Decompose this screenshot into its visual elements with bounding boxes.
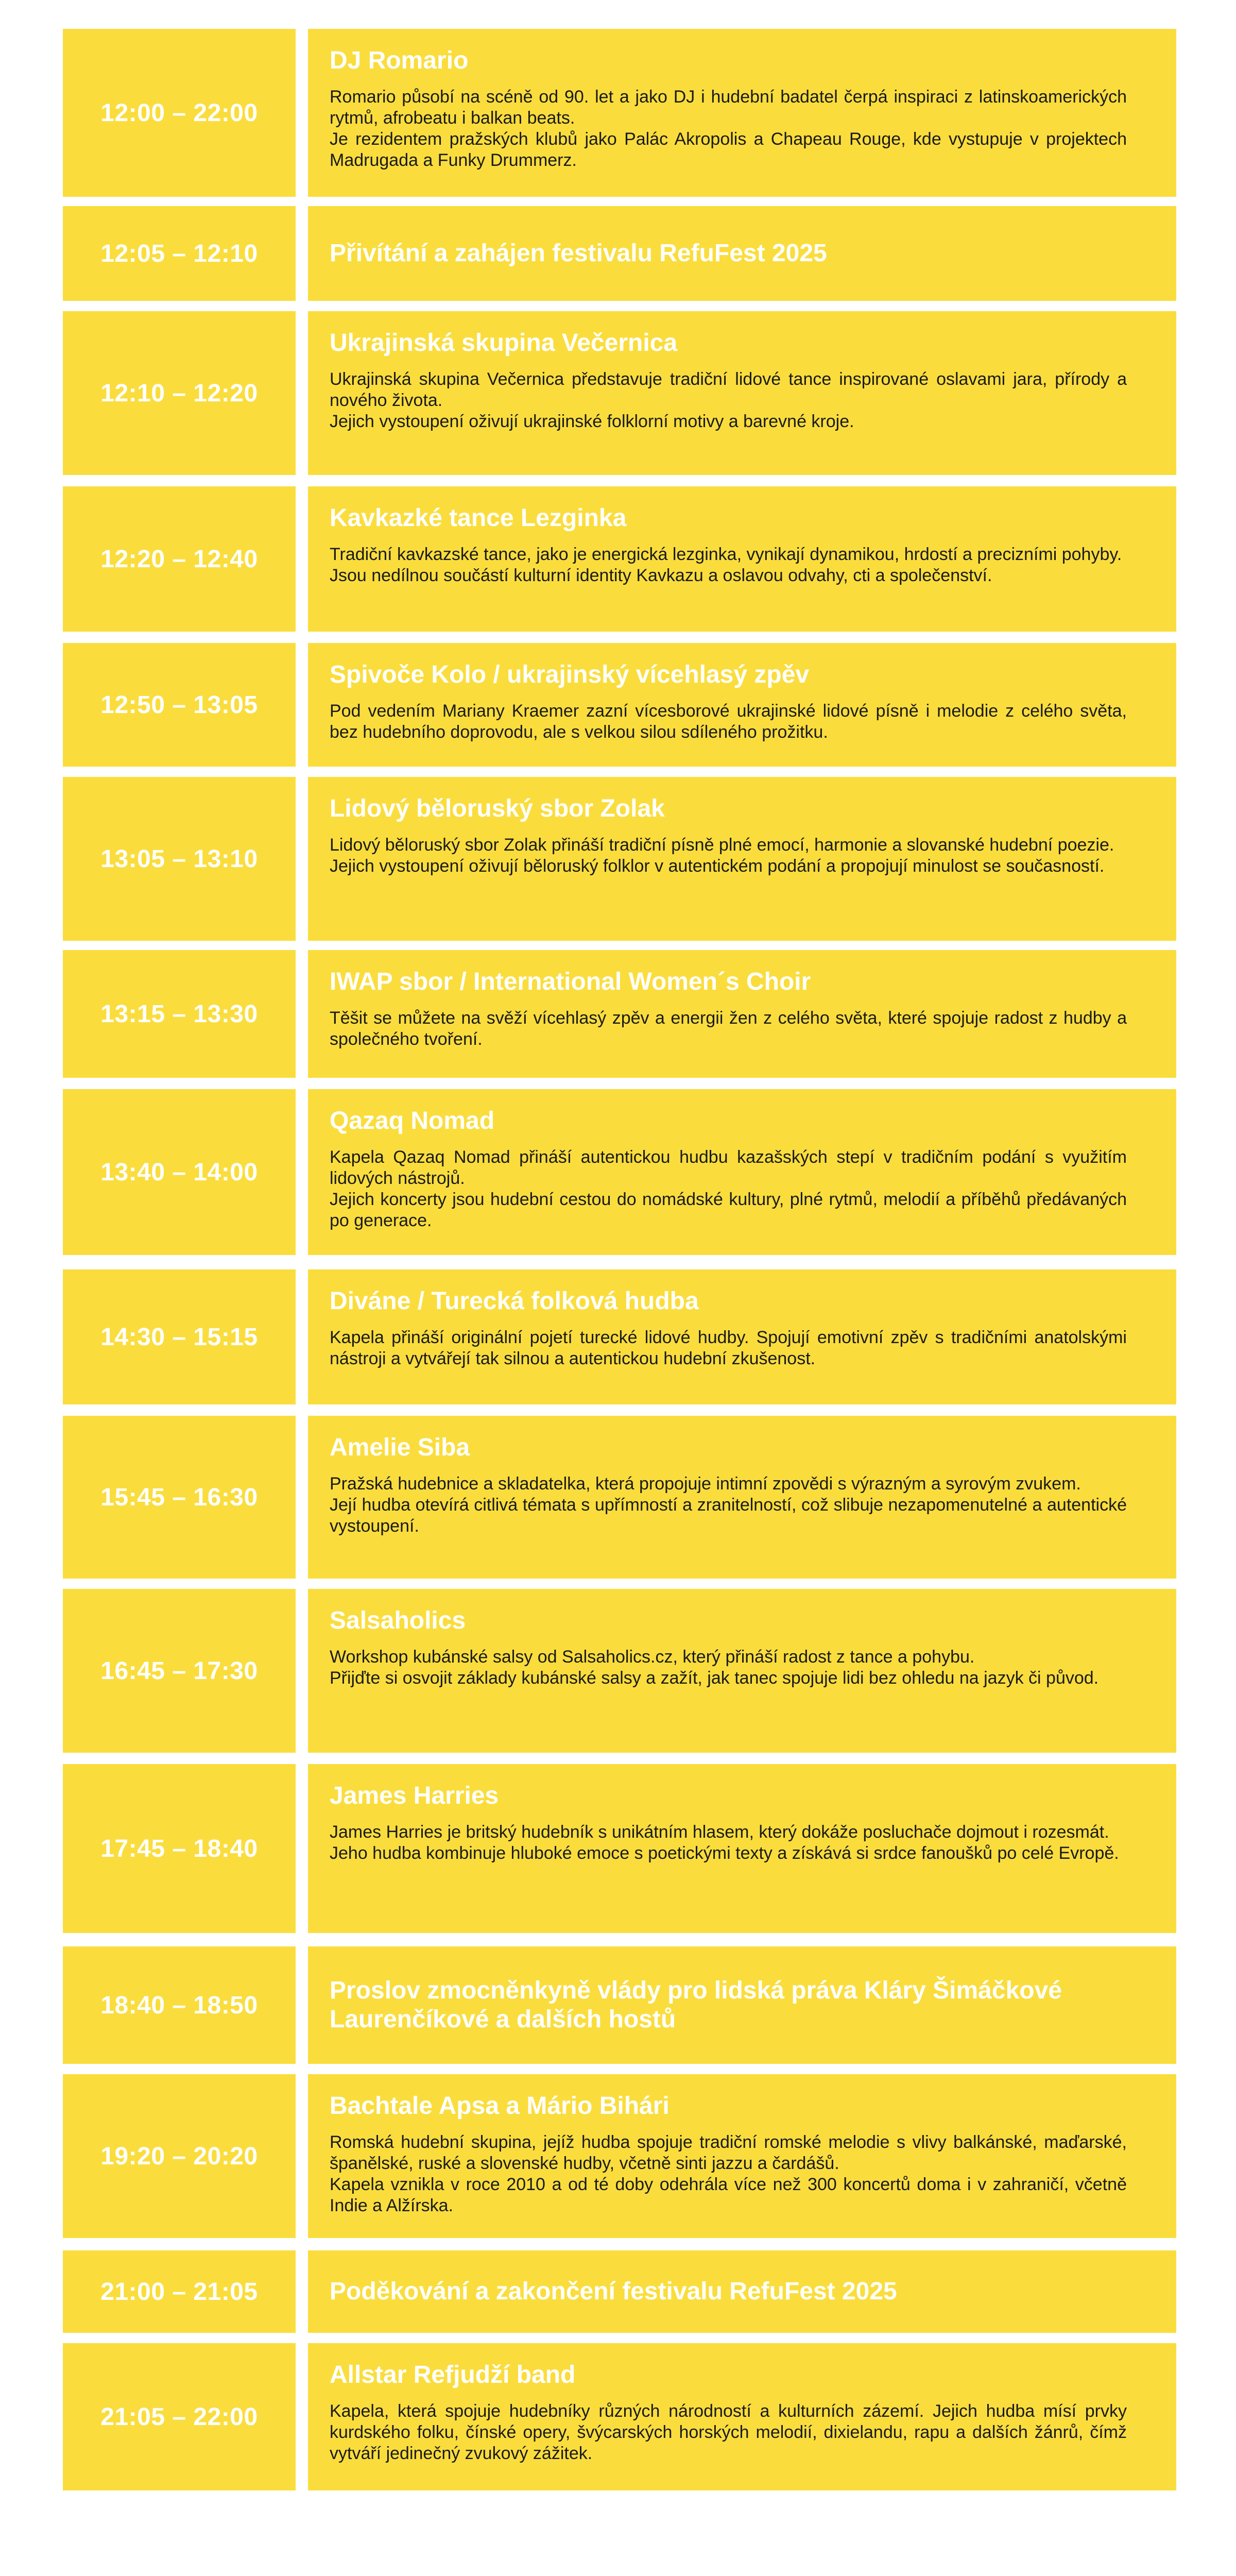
program-item — [308, 643, 1176, 767]
program-item — [308, 1089, 1176, 1255]
program-item — [308, 2074, 1176, 2238]
time-slot: 14:30 – 15:15 — [63, 1269, 296, 1404]
schedule-row — [63, 1416, 1176, 1579]
program-title: DJ Romario — [330, 47, 469, 74]
schedule-row — [63, 950, 1176, 1078]
time-slot: 12:50 – 13:05 — [63, 643, 296, 767]
program-title: Diváne / Turecká folková hudba — [330, 1287, 699, 1315]
schedule-row — [63, 29, 1176, 197]
program-item — [308, 1589, 1176, 1753]
description-line: Jsou nedílnou součástí kulturní identity Kavkazu a oslavou odvahy, cti a společenství. — [330, 566, 992, 585]
time-slot: 21:05 – 22:00 — [63, 2343, 296, 2490]
schedule-row — [63, 1269, 1176, 1404]
program-description — [330, 369, 1127, 432]
program-item — [308, 2343, 1176, 2490]
description-line: Pražská hudebnice a skladatelka, která propojuje intimní zpovědi s výrazným a syrovým zvukem. — [330, 1474, 1081, 1494]
time-slot: 15:45 – 16:30 — [63, 1416, 296, 1579]
description-line: Romario působí na scéně od 90. let a jako DJ i hudební badatel čerpá inspiraci z latinskoamerických rytmů, afrobeatu i balkan beats. — [330, 87, 1127, 128]
time-slot: 13:15 – 13:30 — [63, 950, 296, 1078]
description-line: Těšit se můžete na svěží vícehlasý zpěv a energii žen z celého světa, které spojuje radost z hudby a společného tvoření. — [330, 1008, 1127, 1049]
description-line: Kapela Qazaq Nomad přináší autentickou hudbu kazašských stepí v tradičním podání s využitím lidových nástrojů. — [330, 1147, 1127, 1188]
schedule-row — [63, 1764, 1176, 1933]
description-line: Jejich koncerty jsou hudební cestou do nomádské kultury, plné rytmů, melodií a příběhů předávaných po generace. — [330, 1190, 1127, 1230]
program-title: Qazaq Nomad — [330, 1107, 495, 1134]
description-line: Jejich vystoupení oživují ukrajinské folklorní motivy a barevné kroje. — [330, 412, 854, 431]
time-slot: 18:40 – 18:50 — [63, 1946, 296, 2064]
schedule-row — [63, 1589, 1176, 1753]
program-item — [308, 1764, 1176, 1933]
schedule-row — [63, 1946, 1176, 2064]
program-title: Ukrajinská skupina Večernica — [330, 329, 678, 357]
description-line: James Harries je britský hudebník s unikátním hlasem, který dokáže posluchače dojmout i rozesmát. — [330, 1822, 1109, 1842]
program-title: Kavkazké tance Lezginka — [330, 504, 627, 532]
schedule-row — [63, 206, 1176, 301]
schedule-row — [63, 1089, 1176, 1255]
description-line: Jeho hudba kombinuje hluboké emoce s poetickými texty a získává si srdce fanoušků po celé Evropě. — [330, 1843, 1119, 1863]
schedule-row — [63, 2343, 1176, 2490]
program-title: Salsaholics — [330, 1607, 466, 1634]
program-item — [308, 1416, 1176, 1579]
program-item — [308, 950, 1176, 1078]
program-title: IWAP sbor / International Women´s Choir — [330, 968, 811, 995]
description-line: Je rezidentem pražských klubů jako Palác Akropolis a Chapeau Rouge, kde vystupuje v projektech Madrugada a Funky Drummerz. — [330, 129, 1127, 170]
description-line: Kapela vznikla v roce 2010 a od té doby odehrála více než 300 koncertů doma i v zahraničí, včetně Indie a Alžírska. — [330, 2175, 1127, 2215]
program-description — [330, 1473, 1127, 1537]
program-description — [330, 1822, 1127, 1864]
description-line: Její hudba otevírá citlivá témata s upřímností a zranitelností, což slibuje nezapomenutelné a autentické vystoupení. — [330, 1495, 1127, 1536]
program-description — [330, 701, 1127, 743]
program-title: Přivítání a zahájen festivalu RefuFest 2025 — [330, 240, 827, 267]
time-slot: 16:45 – 17:30 — [63, 1589, 296, 1753]
program-description — [330, 1647, 1127, 1689]
description-line: Tradiční kavkazské tance, jako je energická lezginka, vynikají dynamikou, hrdostí a precizními pohyby. — [330, 545, 1122, 564]
description-line: Kapela, která spojuje hudebníky různých národností a kulturních zázemí. Jejich hudba mísí prvky kurdského folku, čínské opery, švýcarských horských melodií, dixielandu, rapu a dalších žánrů, čímž vytváří jedinečný zvukový zážitek. — [330, 2401, 1127, 2463]
program-description — [330, 1008, 1127, 1050]
program-item — [308, 2250, 1176, 2333]
description-line: Přijďte si osvojit základy kubánské salsy a zažít, jak tanec spojuje lidi bez ohledu na jazyk či původ. — [330, 1668, 1099, 1688]
time-slot: 13:40 – 14:00 — [63, 1089, 296, 1255]
program-title: James Harries — [330, 1782, 499, 1809]
program-title: Poděkování a zakončení festivalu RefuFest 2025 — [330, 2278, 897, 2305]
program-item — [308, 777, 1176, 941]
schedule-row — [63, 2074, 1176, 2238]
program-description — [330, 835, 1127, 877]
program-item — [308, 486, 1176, 632]
program-title: Amelie Siba — [330, 1434, 470, 1461]
program-description — [330, 2132, 1127, 2216]
description-line: Romská hudební skupina, jejíž hudba spojuje tradiční romské melodie s vlivy balkánské, maďarské, španělské, ruské a slovenské hudby, včetně sinti jazzu a čardášů. — [330, 2132, 1127, 2173]
time-slot: 12:10 – 12:20 — [63, 311, 296, 475]
time-slot: 17:45 – 18:40 — [63, 1764, 296, 1933]
schedule-row — [63, 643, 1176, 767]
description-line: Ukrajinská skupina Večernica představuje tradiční lidové tance inspirované oslavami jara, přírody a nového života. — [330, 369, 1127, 410]
program-item — [308, 1946, 1176, 2064]
time-slot: 12:20 – 12:40 — [63, 486, 296, 632]
program-description — [330, 544, 1127, 586]
schedule-row — [63, 2250, 1176, 2333]
time-slot: 12:05 – 12:10 — [63, 206, 296, 301]
time-slot: 13:05 – 13:10 — [63, 777, 296, 941]
program-item — [308, 29, 1176, 197]
schedule-row — [63, 777, 1176, 941]
program-title: Spivoče Kolo / ukrajinský vícehlasý zpěv — [330, 661, 810, 688]
program-title: Bachtale Apsa a Mário Bihári — [330, 2092, 670, 2120]
time-slot: 21:00 – 21:05 — [63, 2250, 296, 2333]
time-slot: 12:00 – 22:00 — [63, 29, 296, 197]
schedule-row — [63, 311, 1176, 475]
time-slot: 19:20 – 20:20 — [63, 2074, 296, 2238]
description-line: Pod vedením Mariany Kraemer zazní vícesborové ukrajinské lidové písně i melodie z celého světa, bez hudebního doprovodu, ale s velkou silou sdíleného prožitku. — [330, 701, 1127, 742]
description-line: Workshop kubánské salsy od Salsaholics.cz, který přináší radost z tance a pohybu. — [330, 1647, 975, 1667]
program-item — [308, 1269, 1176, 1404]
program-item — [308, 311, 1176, 475]
program-description — [330, 2401, 1127, 2464]
program-description — [330, 87, 1127, 171]
program-description — [330, 1327, 1127, 1369]
program-title: Allstar Refjudží band — [330, 2361, 576, 2388]
schedule-row — [63, 486, 1176, 632]
description-line: Kapela přináší originální pojetí turecké lidové hudby. Spojují emotivní zpěv s tradičními anatolskými nástroji a vytvářejí tak silnou a autentickou hudební zkušenost. — [330, 1328, 1127, 1368]
program-title: Proslov zmocněnkyně vlády pro lidská práva Kláry Šimáčkové Laurenčíkové a dalších hostů — [330, 1977, 1062, 2033]
program-title: Lidový běloruský sbor Zolak — [330, 795, 665, 822]
description-line: Jejich vystoupení oživují běloruský folklor v autentickém podání a propojují minulost se současností. — [330, 856, 1105, 876]
description-line: Lidový běloruský sbor Zolak přináší tradiční písně plné emocí, harmonie a slovanské hudební poezie. — [330, 835, 1114, 855]
program-item — [308, 206, 1176, 301]
program-description — [330, 1147, 1127, 1231]
